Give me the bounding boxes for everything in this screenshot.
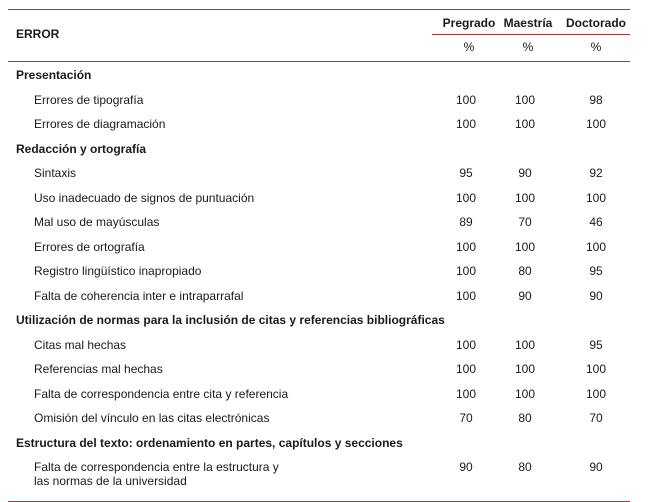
doctorado-column-header: Doctorado (566, 16, 626, 30)
doctorado-value: 95 (589, 264, 603, 278)
doctorado-value: 90 (589, 288, 603, 303)
maestria-value: 100 (514, 190, 536, 205)
pregrado-value: 100 (455, 362, 477, 376)
maestria-value: 80 (518, 460, 532, 474)
pregrado-value: 90 (459, 460, 473, 474)
table-row (8, 87, 630, 112)
table-row (8, 160, 630, 185)
pregrado-value: 100 (455, 288, 477, 303)
table-row (8, 234, 630, 259)
maestria-value: 100 (514, 362, 536, 376)
table-row (8, 258, 630, 283)
section-title-row (8, 62, 630, 87)
pregrado-value: 100 (455, 337, 477, 352)
pregrado-column-header: Pregrado (442, 16, 496, 30)
row-label: Falta de coherencia inter e intraparrafal (34, 288, 244, 303)
maestria-column-header: Maestría (503, 16, 553, 30)
maestria-value: 100 (514, 92, 536, 107)
maestria-value: 90 (518, 166, 532, 180)
doctorado-value: 70 (589, 411, 603, 425)
row-label: Omisión del vínculo en las citas electrónicas (34, 411, 270, 425)
table-row (8, 209, 630, 234)
table-row (8, 356, 630, 381)
maestria-value: 100 (514, 337, 536, 352)
row-label-line2: las normas de la universidad (34, 474, 187, 488)
pregrado-unit: % (463, 40, 475, 54)
maestria-value: 70 (518, 215, 532, 229)
pregrado-value: 100 (455, 92, 477, 107)
maestria-value: 100 (514, 239, 536, 254)
doctorado-value: 100 (585, 239, 607, 254)
pregrado-value: 100 (455, 264, 477, 278)
doctorado-value: 100 (585, 386, 607, 401)
table-row (8, 185, 630, 210)
table-header (8, 9, 630, 62)
row-label: Errores de diagramación (34, 117, 166, 131)
row-label: Referencias mal hechas (34, 362, 163, 376)
doctorado-value: 95 (589, 337, 603, 352)
row-label: Uso inadecuado de signos de puntuación (34, 190, 255, 205)
maestria-value: 80 (518, 264, 532, 278)
table-row (8, 454, 630, 502)
row-label: Mal uso de mayúsculas (34, 215, 160, 229)
header-divider (432, 34, 630, 35)
error-table (8, 9, 630, 502)
section-title-row (8, 136, 630, 161)
maestria-value: 100 (514, 117, 536, 131)
doctorado-value: 100 (585, 362, 607, 376)
section-title-row (8, 307, 630, 332)
maestria-value: 100 (514, 386, 536, 401)
section-title: Utilización de normas para la inclusión de citas y referencias bibliográficas (16, 313, 445, 327)
table-row (8, 405, 630, 430)
row-label: Errores de ortografía (34, 239, 145, 254)
section-title: Estructura del texto: ordenamiento en partes, capítulos y secciones (16, 435, 403, 450)
table-row (8, 111, 630, 136)
doctorado-value: 98 (589, 92, 603, 107)
doctorado-value: 100 (585, 117, 607, 131)
section-title: Redacción y ortografía (16, 141, 147, 156)
pregrado-value: 100 (455, 239, 477, 254)
table-row (8, 283, 630, 308)
row-label: Sintaxis (34, 166, 77, 180)
section-title-row (8, 430, 630, 455)
row-label (34, 460, 279, 488)
row-label-line1: Falta de correspondencia entre la estructura y (34, 460, 279, 474)
maestria-value: 80 (518, 411, 532, 425)
doctorado-value: 100 (585, 190, 607, 205)
table-row (8, 332, 630, 357)
doctorado-value: 90 (589, 460, 603, 474)
pregrado-value: 89 (459, 215, 473, 229)
pregrado-value: 70 (459, 411, 473, 425)
table-row (8, 381, 630, 406)
error-column-header: ERROR (16, 27, 60, 41)
maestria-unit: % (522, 40, 534, 54)
row-label: Errores de tipografía (34, 92, 144, 107)
maestria-value: 90 (518, 288, 532, 303)
doctorado-value: 46 (589, 215, 603, 229)
doctorado-value: 92 (589, 166, 603, 180)
pregrado-value: 100 (455, 117, 477, 131)
row-label: Falta de correspondencia entre cita y referencia (34, 386, 289, 401)
row-label: Registro lingüístico inapropiado (34, 264, 202, 278)
row-label: Citas mal hechas (34, 337, 127, 352)
doctorado-unit: % (590, 40, 602, 54)
pregrado-value: 100 (455, 386, 477, 401)
section-title: Presentación (16, 68, 92, 82)
pregrado-value: 95 (459, 166, 473, 180)
pregrado-value: 100 (455, 190, 477, 205)
